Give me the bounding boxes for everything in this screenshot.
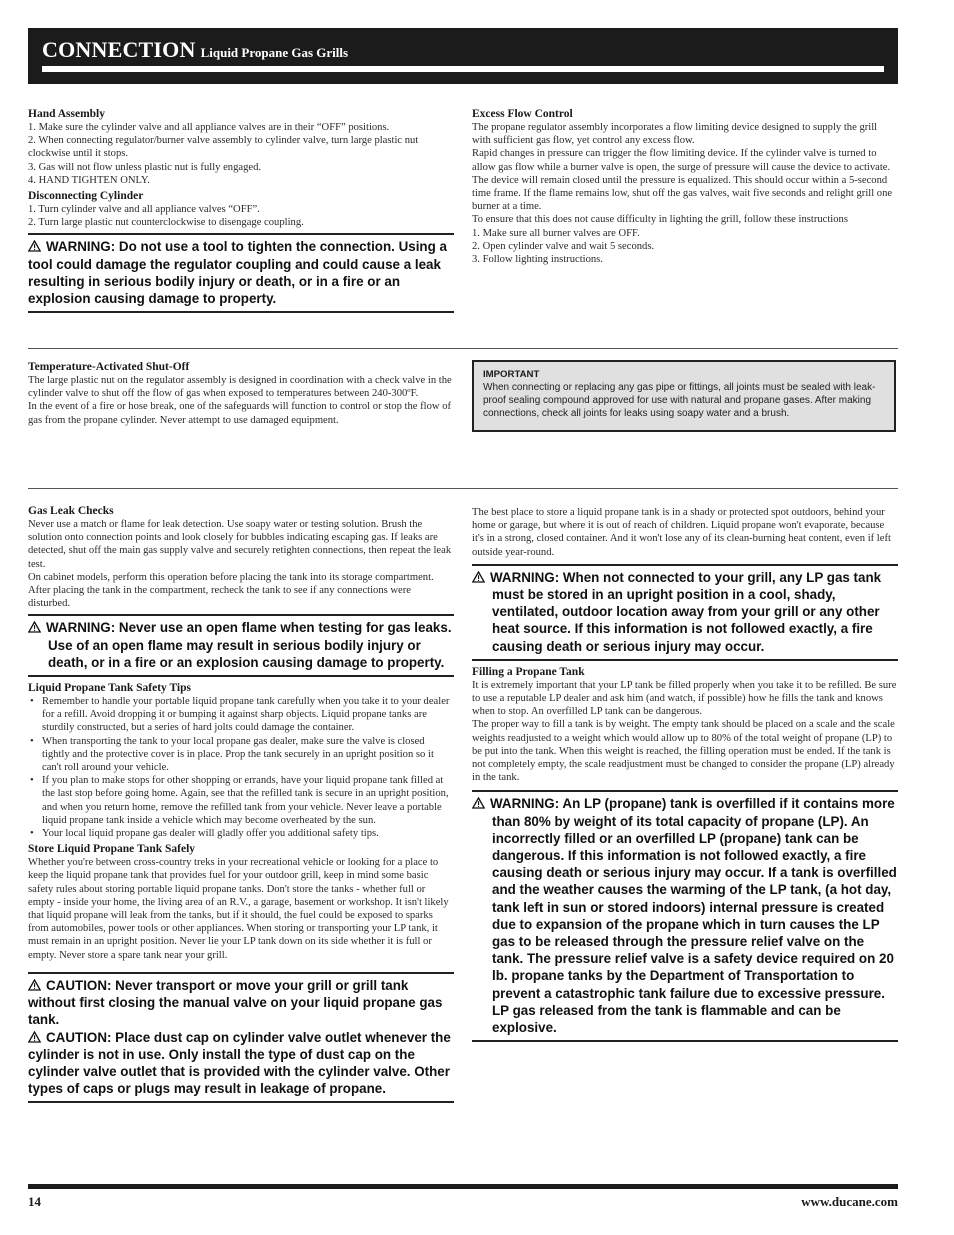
hand-assembly-step-4: 4. HAND TIGHTEN ONLY. (28, 174, 150, 186)
warning-box-flame (28, 614, 454, 677)
warning-triangle-icon (472, 795, 490, 812)
warning-text-flame (28, 619, 454, 671)
warning-triangle-icon (28, 238, 46, 255)
warning-text-overfill (472, 795, 898, 1036)
excess-flow-para-1: The propane regulator assembly incorporates a flow limiting device designed to supply the grill with sufficient gas flow, yet control any excess flow. (472, 122, 878, 147)
warning-text-tool (28, 238, 454, 307)
filling-heading: Filling a Propane Tank (472, 665, 585, 678)
caution-dustcap-label: CAUTION: Place dust cap on cylinder valve outlet whenever the cylinder is not in use. Only install the type of dust cap on the cylinder valve outlet that is provided with the cylinder valve. Other types of caps or plugs may result in leakage of propane. (28, 1029, 451, 1097)
temp-shutoff-para-2: In the event of a fire or hose break, one of the safeguards will function to control or stop the flow of gas from the propane cylinder. Never attempt to use damaged equipment. (28, 401, 452, 426)
filling-para-2: The proper way to fill a tank is by weight. The empty tank should be placed on a scale and the scale weights readjusted to a weight which would allow up to 80% of the total weight of propane (LP) to be put into the tank. When this weight is reached, the filling operation must be ended. If the tank is not completely empty, the scale readjustment must be changed to consider the propane (LP) already in the tank. (472, 719, 895, 784)
storage-section (472, 506, 898, 1042)
warning-box-upright (472, 564, 898, 661)
safety-tips-list (28, 695, 454, 840)
important-notice (472, 360, 896, 432)
important-label: IMPORTANT (483, 369, 540, 380)
section-subtitle: Liquid Propane Gas Grills (200, 45, 349, 60)
hand-assembly-step-1: 1. Make sure the cylinder valve and all appliance valves are in their “OFF” positions. (28, 122, 390, 133)
header-rule (42, 66, 884, 72)
warning-overfill-label: WARNING: An LP (propane) tank is overfilled if it contains more than 80% by weight of its total capacity of propane (LP). An incorrectly filled or an overfilled LP (propane) tank can be dangerous. If this information is not followed exactly, a fire causing death or serious injury may occur. If a tank is overfilled and the weather causes the warming of the LP tank, (a hot day, tank left in sun or stored indoors) internal pressure is created due to expansion of the propane which in turn causes the LP gas to be released through the pressure relief valve on the tank. The pressure relief valve is a safety device required on 20 lb. propane tanks by the Department of Transportation to prevent a catastrophic tank failure due to excessive pressure. LP gas released from the tank is flammable and can be explosive. (490, 796, 897, 1036)
filling-para-1: It is extremely important that your LP tank be filled properly when you take it to be refilled. Be sure to use a reputable LP dealer and ask him (and watch, if possible) how he fills the tank and knows when to stop. An overfilled LP tank can be dangerous. (472, 679, 897, 718)
important-text: When connecting or replacing any gas pipe or fittings, all joints must be sealed with leak-proof sealing compound approved for use with natural and propane gases. After making connections, check all joints for leaks using soapy water and a brush. (483, 382, 876, 419)
section-divider-1 (28, 348, 898, 349)
disconnecting-heading: Disconnecting Cylinder (28, 190, 144, 203)
warning-flame-label: WARNING: Never use an open flame when testing for gas leaks. Use of an open flame may result in serious bodily injury or death, or in a fire or an explosion causing damage to property. (46, 620, 452, 670)
page-number: 14 (28, 1194, 41, 1209)
warning-upright-label: WARNING: When not connected to your grill, any LP gas tank must be stored in an upright position in a cool, shady, ventilated, outdoor location away from your grill or any other heat source. If this information is not followed exactly, a fire causing death or serious injury may occur. (490, 569, 882, 654)
warning-triangle-icon (28, 1029, 46, 1046)
excess-flow-step-3: 3. Follow lighting instructions. (472, 254, 603, 266)
section-title: CONNECTION (42, 37, 196, 62)
warning-tool-label: WARNING: Do not use a tool to tighten the connection. Using a tool could damage the regulator coupling and could cause a leak resulting in serious bodily injury or death, or in a fire or an explosion causing damage to property. (28, 239, 447, 307)
storage-place-text: The best place to store a liquid propane tank is in a shady or protected spot outdoors, behind your home or garage, but where it is out of reach of children. Liquid propane won't evaporate, because it's in a strong, closed container. And it won't lose any of its clean-burning heat content, even if left outside year-round. (472, 507, 891, 558)
disconnecting-step-2: 2. Turn large plastic nut counterclockwise to disengage coupling. (28, 217, 304, 229)
warning-box-overfill (472, 790, 898, 1042)
gas-leak-para-2: On cabinet models, perform this operation before placing the tank into its storage compartment. After placing the tank in the compartment, recheck the tank to see if any connections were disturbed. (28, 571, 434, 610)
excess-flow-section (472, 107, 898, 266)
store-tank-text: Whether you're between cross-country treks in your recreational vehicle or looking for a place to keep the liquid propane tank that provides fuel for your outdoor grill, keep in mind some basic safety rules about storing portable liquid propane tanks. Don't store the tanks - whether full or empty - inside your home, the living area of an R.V., a garage, basement or workshop. It isn't likely that liquid propane will leak from the tanks, but if it should, the fuel could be exposed to sparks from automobiles, power tools or other appliances. When storing or transporting your LP tank, it must remain in an upright position. Never lie your LP tank down on its side whether it is full or empty. Never store a spare tank near your grill. (28, 857, 449, 961)
page-header (28, 28, 898, 84)
excess-flow-step-2: 2. Open cylinder valve and wait 5 seconds. (472, 240, 655, 252)
caution-text-transport (28, 977, 454, 1029)
hand-assembly-heading: Hand Assembly (28, 108, 106, 120)
store-tank-heading: Store Liquid Propane Tank Safely (28, 843, 196, 856)
gas-leak-para-1: Never use a match or flame for leak detection. Use soapy water or testing solution. Brush the solution onto connection points and look closely for bubbles indicating escaping gas. If leaks are detected, shut off the main gas supply valve and securely retighten connections, then repeat the leak test. (28, 519, 452, 570)
warning-triangle-icon (472, 569, 490, 586)
caution-text-dustcap (28, 1029, 454, 1098)
warning-triangle-icon (28, 977, 46, 994)
safety-tips-heading: Liquid Propane Tank Safety Tips (28, 682, 191, 695)
warning-text-upright (472, 569, 898, 655)
gas-leak-heading: Gas Leak Checks (28, 505, 114, 517)
hand-assembly-step-2: 2. When connecting regulator/burner valve assembly to cylinder valve, turn large plastic nut clockwise until it stops. (28, 135, 419, 160)
disconnecting-step-1: 1. Turn cylinder valve and all appliance valves “OFF”. (28, 204, 260, 216)
warning-box-tool (28, 233, 454, 313)
section-divider-2 (28, 488, 898, 489)
hand-assembly-section (28, 107, 454, 313)
caution-transport-label: CAUTION: Never transport or move your grill or grill tank without first closing the manual valve on your liquid propane gas tank. (28, 977, 443, 1028)
page-title (42, 37, 348, 63)
safety-tip-item: • Your local liquid propane gas dealer will gladly offer you additional safety tips. (28, 827, 454, 840)
hand-assembly-step-3: 3. Gas will not flow unless plastic nut is fully engaged. (28, 161, 262, 173)
gas-leak-section (28, 504, 454, 1103)
excess-flow-step-1: 1. Make sure all burner valves are OFF. (472, 227, 640, 239)
safety-tip-item: • When transporting the tank to your local propane gas dealer, make sure the valve is closed tightly and the protective cover is in place. Prop the tank securely in an upright position so it can't roll around your vehicle. (28, 735, 454, 775)
caution-box (28, 972, 454, 1103)
excess-flow-heading: Excess Flow Control (472, 108, 573, 120)
safety-tip-item: • If you plan to make stops for other shopping or errands, have your liquid propane tank filled at the last stop before going home. Again, see that the refilled tank is secure in an upright position, and when you return home, remove the refilled tank from your vehicle. Never leave a portable liquid propane tank inside a vehicle which may become overheated by the sun. (28, 774, 454, 827)
excess-flow-para-2: Rapid changes in pressure can trigger the flow limiting device. If the cylinder valve is turned to allow gas flow while a burner valve is open, the surge of pressure will cause the device to activate. The device will remain closed until the pressure is equalized. This should occur within a 5-second time frame. If the flame remains low, shut off the gas valves, wait five seconds and relight grill one burner at a time. (472, 148, 893, 213)
temp-shutoff-section (28, 360, 454, 427)
footer-rule (28, 1184, 898, 1189)
safety-tip-item: • Remember to handle your portable liquid propane tank carefully when you take it to your dealer for a refill. Avoid dropping it or bumping it against sharp objects. Liquid propane tanks are sturdily constructed, but a series of hard jolts could damage the container. (28, 695, 454, 735)
website-url: www.ducane.com (801, 1194, 898, 1209)
excess-flow-para-3: To ensure that this does not cause difficulty in lighting the grill, follow these instructions (472, 214, 848, 226)
warning-triangle-icon (28, 619, 46, 636)
temp-shutoff-heading: Temperature-Activated Shut-Off (28, 361, 190, 373)
temp-shutoff-para-1: The large plastic nut on the regulator assembly is designed in coordination with a check valve in the cylinder valve to shut off the flow of gas when exposed to temperatures between 240-300ºF. (28, 375, 452, 400)
